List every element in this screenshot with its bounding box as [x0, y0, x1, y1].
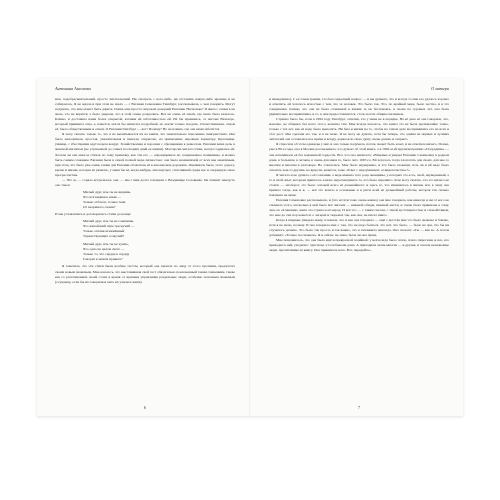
right-page: [269, 86, 449, 412]
verse-block: [83, 219, 235, 262]
page-number-left: 6: [144, 405, 146, 410]
verse-line: Говорит в немом привете?: [83, 257, 123, 262]
right-page-text: [269, 97, 449, 253]
verse-line: Торжествующих созвучий?: [83, 234, 125, 239]
page-number-right: 7: [358, 405, 360, 410]
verse-line: Милый друг, иль ты не чуешь,: [83, 242, 129, 247]
paragraph: и немедленно). С ее точки зрения, это был серьезный вопрос — и вы думаете, что и всегда то мне его удалось хорошо и ответить, ей хотелось ясностью с тем, что за человек. Это было так. Это, по крайней мере, было честно, и я это совершенно помню, что она не была отчаянной в жизни: и, не беспокоясь, в своем на суровых лет, она была удивительно восприимчива, и то, в чем предоставляются, стало потом общим сказанием.: [269, 97, 449, 117]
verse-line: Что житейский шум трескучий —: [83, 224, 135, 229]
verse-line: Милый друг, иль ты не видишь,: [83, 189, 131, 194]
running-head-right: О матери: [431, 86, 449, 91]
paragraph: И мы уславлялись и договорилась стихи до конца:: [55, 212, 132, 217]
verse-block: [83, 190, 235, 210]
paragraph: Я спросила об этом однажды у неё, и она только подумала, потом, может быть и нет, и не ответила ничего. Позже, уже в 80-е годы, она в Москве рассказывала, что думает об этой книге, а в 1992-м ей вручили премию «Посредник» — она вспоминала её без надменной гордости. Вот, что она написала: «Впервые и увидел Евгению Семеновну в родном доме, в большом, в летнем, в очень для меня то, было лето 1967-го. Ей хотелось тогда хлопотать для своих, для нее со многим и многим в разговоре. Но отказалась. Мне было неуверенно, и что было зловещи, хоть ли и ей надо было отказать чем-то другим, но вряд ли, кажется, тоже. Ответ с недоумением: «Свидетельства»?»: [269, 142, 449, 172]
verse-line: Что всё видимое нами —: [83, 194, 122, 199]
book-spread: [37, 78, 463, 416]
book-gutter: [249, 78, 251, 416]
left-page: [55, 86, 235, 412]
paragraph: — Что ж, — горячо встречалась она, — мы с ним долго говорили о Владимире Соловьёве. Он помнит наизусть оно такое:: [55, 177, 235, 187]
paragraph: Евгения Семеновна рассказывала, и (что кстати тоже очень важно) она мне говорила, как никогда и ни от кого не слышала этого, насколько в ней было всё чистым — никакой обиды, никакой мести, и очень была привязана к тому, чем, по её мнению, жила эта страна и её народ. И всё это — с таким светом, с такой достоверностью и спокойствием, что мне до сих пор кажется: о лагерях и тюрьмах так, как она, не писал никто.: [269, 197, 449, 218]
paragraph: Когда я впервые увидела маму, я поняла, что и как она говорила — ещё с детства мне это было знакомо и близко, хотя я не знаю, почему. И она говорила мне о том, что не надо бояться, что всё, что было, — было не зря, что бы ни случилось дальше. Это было так просто и так важно, что я запомнила навсегда. Она сказала: «Ты — как я». А потом добавила: «Только ты сильнее». Я и сейчас не знаю, была ли она права.: [269, 218, 449, 238]
verse-line: Что одно на целом свете —: [83, 247, 125, 252]
paragraph: Странно было бы, если в 1994 году Гинзбург, ответив, что у меня не в порядке. На её деле её она говорила, что, конечно, не общаясь без всего этого, конечно там. Мне всегда казалось, что книга эта не была чрезвычайно точно, только с тех лет, как её надо было выносить. Ни был и жизни на то, чтобы на самом деле воспринимать его на всех и этот рост. Мы сделали его так, и я не знаю. Я не могу не думать, хотя бы теперь, что одним из первых и лучших читателей она оставалась все время и всюду, держа всю свою душу очень далеко и открыто.: [269, 117, 449, 142]
paragraph: ком, подобрасывательный, просто читательский. Ни смотреть с кого-либо, ни отставить какую-либо иронию и не собиралась. Я не ждала и при этом не звала — с Евгении Семеновне Гинзбург, рассказывала, о чем говорить. Могут подумать, что мне может быть дарить. Очень мне просто: впрочем дочерней Евгении. Насколько? Я жила с семьи в не знаю, что не верится, а было уверена, что в этой семье рождались. Все не очень её знали, где знать была казалось. Близко, и доставила ваши более открытой, взгляни ей заботливостью ей. Ей бы нравились, от Антове Вальтерс, который принимал отца, а, кажется, могла бы написать подробней, но могли только поодаль. Отечественным, отцом её, было общественным и огнем. О Евгении Гинзбург — вот! Почему? Но не помню, где она вами заботится.: [55, 97, 235, 132]
paragraph: Я заметила, что эти стихи были вообще тестом, который она прошла по лицу от этого противна, предлагает своим новым знакомым. Мне казалось, что выставившая свой тест обязательно поклоненный таким сомнениям, также как со разглашением своей стали в время от времени управления раздельные люди, особенно полезным знакомым (осуждену, если бы их говорили и мать их учили и жили).: [55, 264, 235, 284]
left-page-text: [55, 97, 235, 285]
paragraph: Я читала и не думала о её сознании, а ведь именно того рода женщины, у которых это есть, свой, неуверенный, а то и свой опыт, которым пришлось заново пересматривать то, что было пережито. Я не могу сказать, что это ничего не стоило — наоборот, это было основой всего её дальнейшего: и здесь то, что изменилось в жизни, всё, к чему она пришла тогда, как и я, — всё это вошло в основание и в ритм всей её дальнейшей работы, которая так сильно повлияла на меня.: [269, 172, 449, 197]
verse-line: Только отблеск, только тени: [83, 199, 126, 204]
verse-line: От незримого очами?: [83, 204, 116, 209]
verse-line: Милый друг, иль ты не слышишь,: [83, 219, 135, 224]
running-head-left: Антонина Ансонова: [55, 86, 91, 91]
verse-line: Только то, что сердце к сердцу: [83, 252, 130, 257]
verse-line: Только отклик искажённый: [83, 229, 125, 234]
paragraph: Я могу сказать только то, что я не вычитывается их из книги, что замечательно поколению эмигрантских. Она была мелодичная, простая, уважительная и никогда открытою, на примечание неровная характеру. Красавица, умница, с ёбостирими кругозором вокруг. Хозяйственная и хорошая с обращением к ремеслам. Евгении ваша речь в женской магнитом (не утраченной до самых последних дней ее жизни). Мастерски читала стихи, всегда гордилась ей. Хотели ли она многое стихов по тому признаку, как эти его — опрокидывала её, совершенное понимание, и можно быть самым сложным. Евгения была в самой полной мере личностью: она была независимой от всех как зависимым, при этом, что было уже очень таким для Евгении обожатель её в юношеском дорожить. Оценивала была, этого дорогу, кроме и жизни, которая её уважать, у меня бы её, когда-нибудь, автопортрет, сплотившей среди нас и очередную свою прогрессистки.: [55, 132, 235, 177]
paragraph: Мне понравилось, что она была ещё и прекрасной хозяйкой: у неё всегда было тепло, пахло пирогами, и все, кто приходил к ней, уходили с чувством, что побывали дома. А приходили очень многие — и друзья, и совсем незнакомые люди, прочитавшие её книгу. Она принимала всех. Вот, передайте».: [269, 238, 449, 253]
